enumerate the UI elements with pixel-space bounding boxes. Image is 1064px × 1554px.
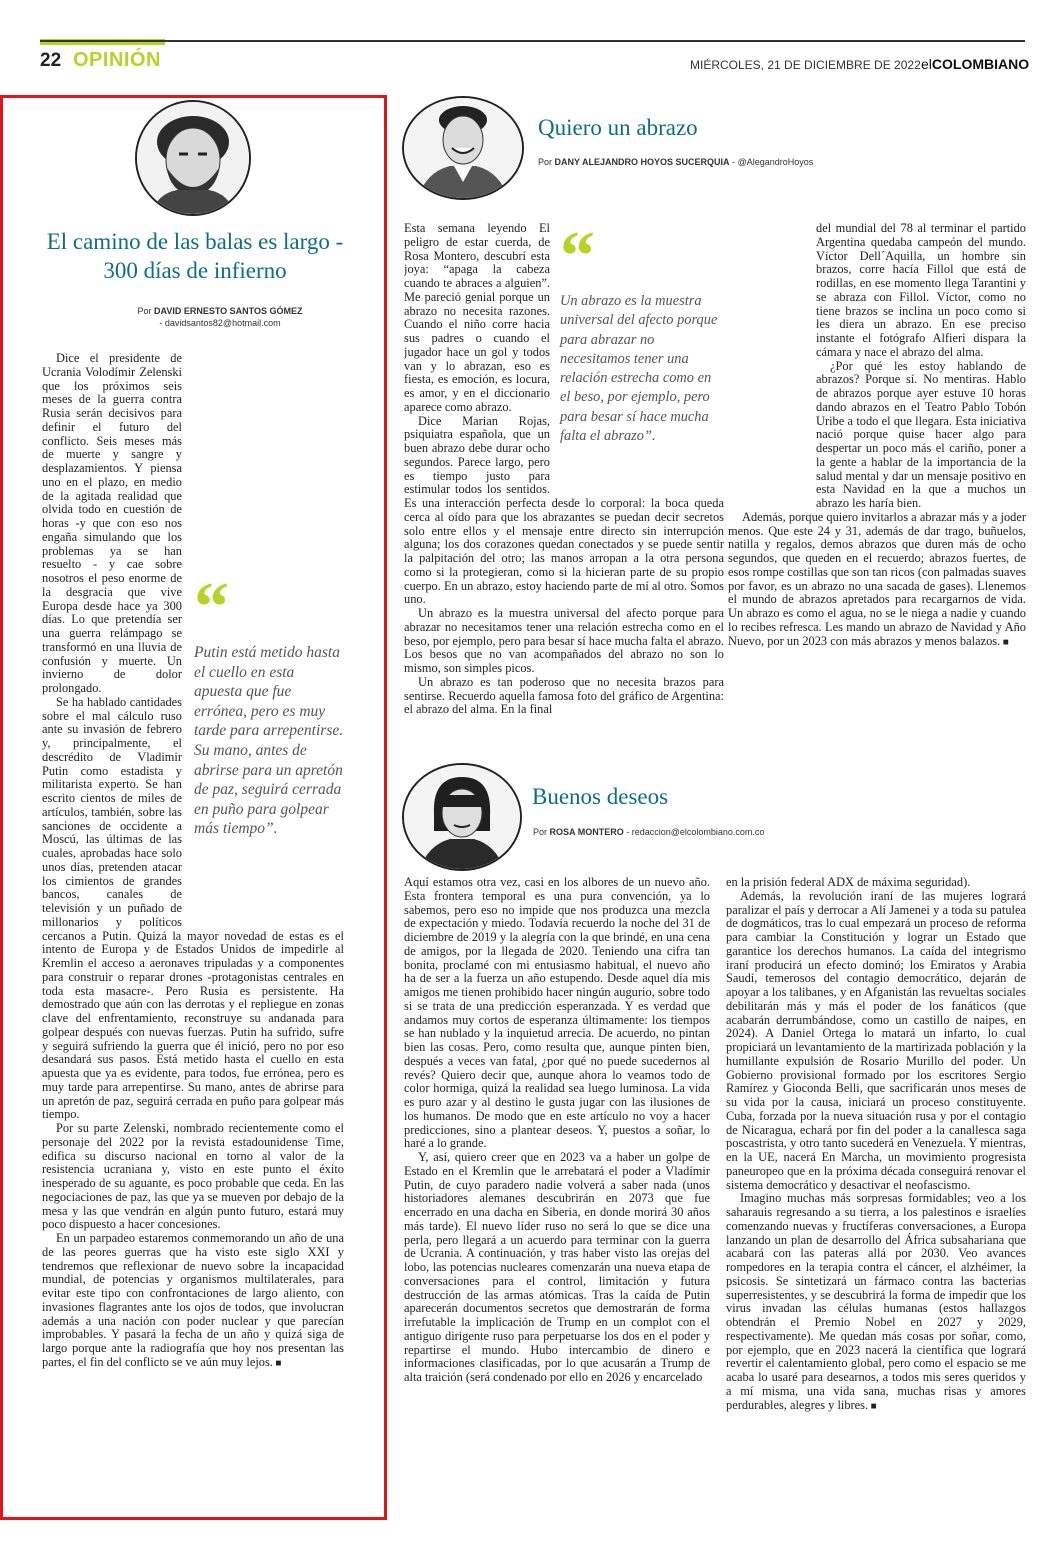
- paragraph: Un abrazo es la muestra universal del afecto porque para abrazar no necesitamos tener una relación estrecha como en el beso, por ejemplo, pero para besar sí hace mucha falta el abrazo. Los besos que no van acompañados del abrazo no son lo mismo, son simples picos.: [404, 606, 724, 675]
- pullquote-text: Un abrazo es la muestra universal del afecto porque para abrazar no necesitamos tener una relación estrecha como en el beso, por ejemplo, pero para besar sí hace mucha falta el abrazo”.: [560, 293, 718, 445]
- article-headline: El camino de las balas es largo - 300 días de infierno: [46, 229, 344, 283]
- byline-prefix: Por: [533, 827, 548, 837]
- paragraph: del mundial del 78 al terminar el partido Argentina quedaba campeón del mundo. Víctor Dell´Aquilla, un hombre sin brazos, corre hacía Fillol que está de rodillas, en ese momento llega Tarantini y se abraza con Fillol. Víctor, como no tiene brazos se inclina un poco como si les diera un abrazo. En ese preciso instante el fotógrafo Alfieri dispara la cámara y nace el abrazo del alma.: [816, 222, 1026, 359]
- paragraph: En un parpadeo estaremos conmemorando un año de una de las peores guerras que ha visto este siglo XXI y tendremos que reflexionar de nuevo sobre la incapacidad mundial, de potencias y organismos multilaterales, para evitar este tipo con confrontaciones de largo aliento, con invasiones flagrantes ante los ojos de todos, que involucran además a una nación con poder nuclear y que parecían improbables. Y pasará la fecha de un año y quizá siga de largo porque ante la radiografía que hoy nos presentan las partes, el fin del conflicto se ve aún muy lejos. ■: [42, 1232, 344, 1371]
- paragraph: Además, la revolución iraní de las mujeres logrará paralizar el país y derrocar a Alí Jamenei y a toda su patulea de dogmáticos, tras lo cual empezará un proceso de reforma para cambiar la Constitución y lograr un Estado que garantice los derechos humanos. La caída del integrismo iraní producirá un efecto dominó; los Emiratos y Arabia Saudí, temerosos del contagio democrático, dejarán de apoyar a los talibanes, y en Afganistán las revueltas sociales debilitarán más y más el poder de los fanáticos (que acabarán derrumbándose, como un castillo de naipes, en 2024). A Daniel Ortega lo matará un infarto, lo cual propiciará un levantamiento de la martirizada población y la humillante expulsión de Rosario Murillo del poder. Un Gobierno provisional formado por los escritores Sergio Ramírez y Gioconda Belli, que sacrificarán unos meses de su vida por la causa, iniciará un proceso constituyente. Cuba, forzada por la nueva situación rusa y por el contagio de Nicaragua, echará por fin del poder a la canallesca saga poscastrista, y otro tanto sucederá en Venezuela. Y mientras, en la UE, nacerá En Marcha, un movimiento progresista paneuropeo que en la próxima década conseguirá renovar el sistema democrático y desactivar el neofascismo.: [726, 888, 1026, 1192]
- byline-prefix: Por: [137, 306, 152, 316]
- article-body: [42, 352, 344, 1510]
- article-body-col1: [404, 876, 710, 1516]
- author-name: DANY ALEJANDRO HOYOS SUCERQUIA: [554, 157, 730, 167]
- author-portrait-dany-hoyos: [402, 96, 524, 200]
- paragraph: Y, así, quiero creer que en 2023 va a haber un golpe de Estado en el Kremlin que le arrebatará el poder a Vladímir Putin, de cuyo paradero nadie volverá a saber nada (unos historiadores alemanes descubrirán en 2073 que fue encerrado en una dacha en Siberia, en donde morirá 30 años más tarde). El nuevo líder ruso no será lo que se dice una perla, pero llegará a un acuerdo para terminar con la guerra de Ucrania. A continuación, y tras haber visto las orejas del lobo, las potencias nucleares comenzarán una nueva etapa de conversaciones para el control, limitación y futura destrucción de las armas atómicas. Tras la caída de Putin aparecerán documentos secretos que demostrarán de forma irrefutable la implicación de Trump en un complot con el antiguo dirigente ruso para perpetuarse los dos en el poder y repartirse el mundo. Hubo intercambio de dinero e informaciones clasificadas, por lo que acusarán a Trump de alta traición (será condenado por ello en 2026 y encarcelado: [404, 1150, 710, 1384]
- quote-mark-icon: “: [560, 222, 595, 295]
- portrait-illustration: [404, 98, 522, 198]
- issue-date: MIÉRCOLES, 21 DE DICIEMBRE DE 2022: [690, 58, 921, 72]
- article-body-col1: [404, 222, 724, 727]
- brand-name: COLOMBIANO: [931, 56, 1030, 72]
- pullquote-box: [560, 222, 724, 490]
- section-title: OPINIÓN: [73, 49, 161, 71]
- quote-mark-icon: “: [194, 569, 229, 646]
- paragraph: Dice Marian Rojas, psiquiatra española, que un buen abrazo debe durar ocho segundos. Parece largo, pero es tiempo justo para estimular todos los sentidos. Es una interacción perfecta desde lo corporal: la boca queda cerca al oído para que los abrazantes se puedan decir secretos solo entre ellos y el mensaje entre directo sin interrupción alguna; los dos corazones quedan conectados y se puede sentir la palpitación del otro; las manos arropan a la otra persona como si la protegieran, como si la hicieran parte de su propio cuerpo. En un abrazo, estoy haciendo parte de mí al otro. Somos uno.: [404, 413, 724, 607]
- paragraph: Imagino muchas más sorpresas formidables; veo a los saharauis regresando a su tierra, a los palestinos e israelíes comenzando nuevas y fructíferas conversaciones, a Europa lanzando un plan de desarrollo del África subsahariana que acabará con las pateras allá por 2030. Veo avances rompedores en la terapia contra el cáncer, el alzhéimer, la psicosis. Se sintetizará un fármaco contra las bacterias superresistentes, y se descubrirá la forma de impedir que los virus invadan las células humanas (estos hallazgos obtendrán el Premio Nobel en 2027 y 2029, respectivamente). Me quedan más cosas por soñar, como, por ejemplo, que en 2023 nacerá la científica que logrará revertir el calentamiento global, pero como el espacio se me acaba lo usaré para desearnos, a todos mis seres queridos y a mí misma, una vida sana, muchas risas y amores perdurables, alegres y libres. ■: [726, 1192, 1026, 1413]
- author-portrait-david-santos: [135, 100, 251, 216]
- author-email: - davidsantos82@hotmail.com: [159, 318, 281, 328]
- paragraph: Aquí estamos otra vez, casi en los albores de un nuevo año. Esta frontera temporal es una pura convención, ya lo sabemos, pero eso no impide que nos produzca una mezcla de expectación y miedo. Todavía recuerdo la noche del 31 de diciembre de 2019 y la alegría con la que brindé, en una cena de amigos, por la llegada de 2020. Teniendo una cifra tan bonita, proclamé con mi entusiasmo habitual, el nuevo año ha de ser a la fuerza un año estupendo. Desde aquel día mis amigos me tienen prohibido hacer ningún augurio, sobre todo si se trata de una predicción esperanzada. Y es verdad que andamos muy cortos de esperanza últimamente: los tiempos se han nublado y la inquietud arrecia. De acuerdo, no pintan bien las cosas. Pero, como resulta que, aunque pinten bien, después a veces van fatal, ¿por qué no puede sucedernos al revés? Quiero decir que, aunque ahora lo veamos todo de color hormiga, quizá la realidad sea luego luminosa. La vida es puro azar y al destino le gusta jugar con las ilusiones de los humanos. De modo que en este artículo no voy a hacer predicciones, sino a plantear deseos. Y, puestos a soñar, lo haré a lo grande.: [404, 876, 710, 1151]
- pullquote-text: Putin está metido hasta el cuello en esta apuesta que fue errónea, pero es muy tarde para arrepentirse. Su mano, antes de abrirse para un apretón de paz, seguirá cerrada en puño para golpear más tiempo”.: [194, 644, 344, 838]
- article-headline: Buenos deseos: [532, 784, 669, 809]
- article-byline: [538, 157, 813, 167]
- paragraph: Dice el presidente de Ucrania Volodímir Zelenski que los próximos seis meses de la guerra contra Rusia serán decisivos para definir el futuro del conflicto. Seis meses más de muerte y sangre y desplazamientos. Y piensa uno en el plazo, en medio de la agitada realidad que olvida todo en cuestión de horas -y que con eso nos engaña simulando que los problemas ya se han resuelto - y cae sobre nosotros el peso enorme de la desgracia que vive Europa desde hace ya 300 días. Lo que pretendía ser una guerra relámpago se transformó en una lluvia de confusión y muerte. Un invierno de dolor prolongado.: [42, 352, 182, 695]
- author-portrait-rosa-montero: [402, 763, 522, 871]
- portrait-illustration: [404, 765, 520, 869]
- paragraph: Se ha hablado cantidades sobre el mal cálculo ruso ante su invasión de febrero y, principalmente, el descrédito de Vladimir Putin como estadista y militarista experto. Se han escrito cientos de miles de artículos, también, sobre las sanciones de occidente a Moscú, las últimas de las cuales, aprobadas hace solo unos días, pretenden atacar los cimientos de grandes bancos, canales de televisión y un puñado de millonarios y políticos cercanos a Putin. Quizá la mayor novedad de estas es el intento de Europa y de Estados Unidos de impedirle al Kremlin el acceso a aeronaves tripuladas y a componentes para construir o reparar drones -protagonistas centrales en toda esta masacre-. Pero Rusia es persistente. Ha demostrado que aún con las derrotas y el repliegue en zonas clave del enfrentamiento, reconstruye su andanada para golpear después con nuevas fuerzas. Putin ha sufrido, sufre y seguirá sufriendo la guerra que él inició, pero no por eso desandará sus pasos. Está metido hasta el cuello en esta apuesta que ya es evidente, para todos, fue errónea, pero es muy tarde para arrepentirse. Su mano, antes de abrirse para un apretón de paz, seguirá cerrada en puño para golpear más tiempo.: [42, 694, 344, 1122]
- author-email: - redaccion@elcolombiano.com.co: [626, 827, 765, 837]
- author-name: ROSA MONTERO: [549, 827, 624, 837]
- article-byline: [533, 827, 764, 837]
- paragraph: ¿Por qué les estoy hablando de abrazos? Porque sí. No mentiras. Hablo de abrazos porque ayer estuve 10 horas dando abrazos en el Teatro Pablo Tobón Uribe a todo el que llegara. Esta iniciativa nació porque quise hacer algo para despertar un poco más el cariño, poner a la gente a hablar de la importancia de la salud mental y dar un mensaje positivo en esta Navidad en la que a muchos un abrazo les haría bien.: [816, 358, 1026, 510]
- author-handle: - @AlegandroHoyos: [732, 157, 814, 167]
- article-body-col2: [726, 876, 1026, 1516]
- newspaper-logo: [921, 56, 1029, 72]
- paragraph: Un abrazo es tan poderoso que no necesita brazos para sentirse. Recuerdo aquella famosa foto del gráfico de Argentina: el abrazo del alma. En la final: [404, 674, 724, 717]
- page-number: 22: [40, 50, 62, 71]
- pullquote-box: [194, 569, 344, 913]
- article-body-col2: [728, 222, 1026, 752]
- article-byline: [95, 305, 345, 329]
- author-name: DAVID ERNESTO SANTOS GÓMEZ: [154, 306, 303, 316]
- paragraph: Además, porque quiero invitarlos a abrazar más y a joder menos. Que este 24 y 31, además de dar trago, buñuelos, natilla y regalos, demos abrazos que duren más de ocho segundos, que queden en el recuerdo; abrazos fuertes, de esos rompe costillas que son tan ricos (con palmadas suaves por favor, es un abrazo no una sacada de gases). Llenemos el mundo de abrazos apretados para recargarnos de vida. Un abrazo es como el agua, no se le niega a nadie y cuando lo recibes refresca. Les mando un abrazo de Navidad y Año Nuevo, por un 2023 con más abrazos y menos balazos. ■: [728, 511, 1026, 650]
- portrait-illustration: [137, 102, 249, 214]
- paragraph: en la prisión federal ADX de máxima seguridad).: [726, 876, 971, 889]
- byline-prefix: Por: [538, 157, 553, 167]
- paragraph: Por su parte Zelenski, nombrado recientemente como el personaje del 2022 por la revista estadounidense Time, edifica su discurso nacional en torno al valor de la resistencia ucraniana y, visto en este punto el éxito inesperado de su aguante, es poco probable que ceda. En las negociaciones de paz, las que ya se mueven por debajo de la mesa y las que vendrán en algún punto futuro, estará muy poco dispuesto a hacer concesiones.: [42, 1121, 344, 1232]
- header-rule: [40, 40, 1025, 42]
- paragraph: Esta semana leyendo El peligro de estar cuerda, de Rosa Montero, descubrí esta joya: “apaga la cabeza cuando te abraces a alguien”. Me pareció genial porque un abrazo no necesita razones. Cuando el niño corre hacia sus padres o cuando el jugador hace un gol y todos van y lo abrazan, eso es fiesta, es emoción, es locura, es amor, y en el diccionario aparece como abrazo.: [404, 222, 550, 414]
- float-spacer: [728, 222, 816, 504]
- brand-prefix: el: [921, 56, 932, 72]
- article-headline: Quiero un abrazo: [538, 115, 698, 140]
